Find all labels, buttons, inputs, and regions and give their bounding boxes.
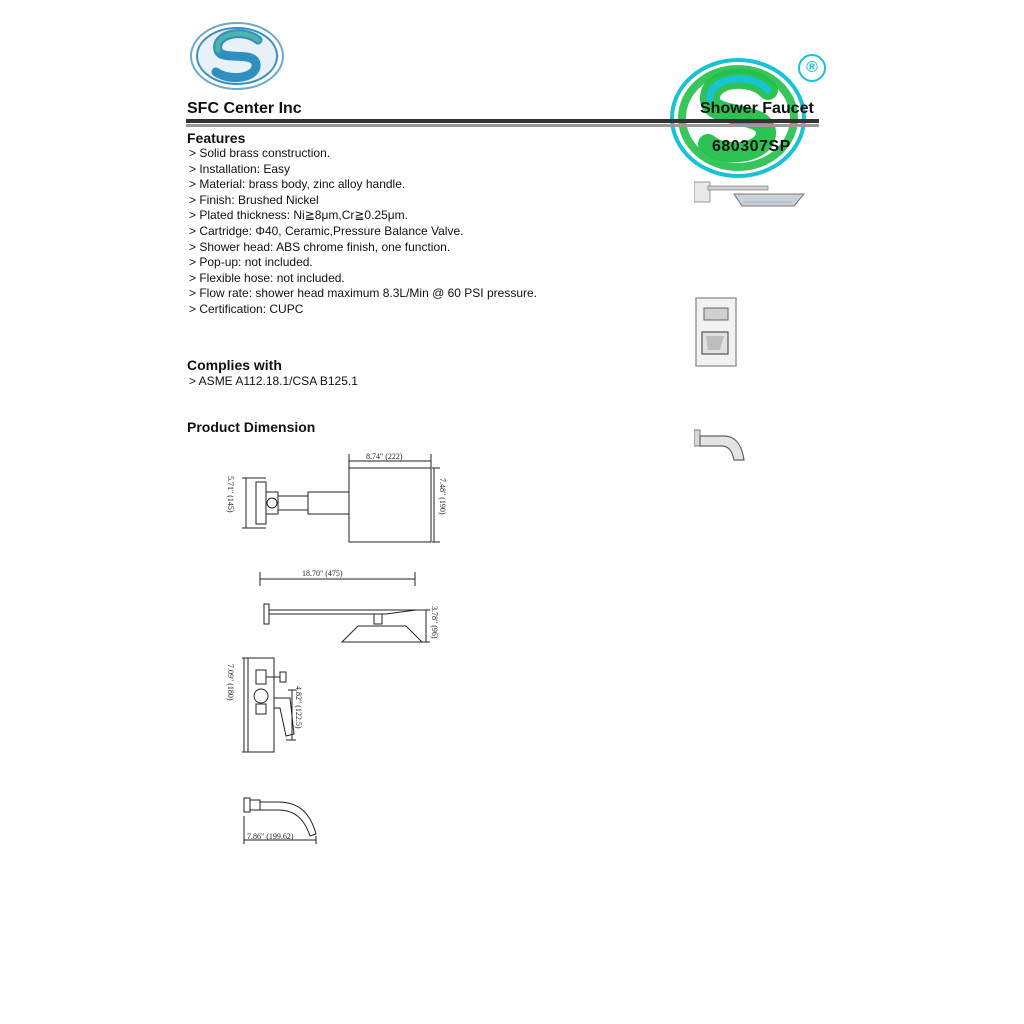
header-rule (186, 119, 819, 123)
arm-length-label: 18.70" (475) (302, 569, 343, 578)
feature-item: > Flexible hose: not included. (189, 270, 345, 285)
header-rule-shadow (186, 124, 819, 127)
feature-item: > Flow rate: shower head maximum 8.3L/Min @ 60 PSI pressure. (189, 286, 537, 301)
company-logo (188, 20, 286, 92)
handle-height-label: 4.82" (122.5) (294, 686, 303, 729)
head-width-label: 8.74" (222) (366, 452, 403, 461)
complies-item: > ASME A112.18.1/CSA B125.1 (189, 374, 358, 388)
head-depth-label: 7.48" (190) (438, 478, 447, 515)
feature-item: > Shower head: ABS chrome finish, one function. (189, 239, 451, 254)
feature-item: > Finish: Brushed Nickel (189, 192, 319, 207)
shower-head-photo (694, 172, 808, 208)
feature-item: > Cartridge: Φ40, Ceramic,Pressure Balance Valve. (189, 223, 464, 238)
features-heading: Features (187, 130, 246, 146)
feature-item: > Material: brass body, zinc alloy handle. (189, 177, 406, 192)
complies-heading: Complies with (187, 357, 282, 373)
valve-height-label: 5.71" (145) (226, 476, 235, 513)
dimension-drawing (218, 446, 458, 856)
valve-trim-photo (694, 296, 738, 368)
feature-item: > Pop-up: not included. (189, 255, 313, 270)
dimension-heading: Product Dimension (187, 419, 316, 435)
model-number: 680307SP (712, 138, 791, 155)
trim-height-label: 7.09" (180) (226, 664, 235, 701)
company-name: SFC Center Inc (187, 100, 302, 117)
feature-item: > Installation: Easy (189, 161, 291, 176)
head-drop-label: 3.78" (96) (430, 606, 439, 639)
registered-mark-text: ® (806, 59, 818, 76)
feature-item: > Plated thickness: Ni≧8μm,Cr≧0.25μm. (189, 208, 409, 223)
tub-spout-photo (694, 428, 746, 462)
feature-item: > Solid brass construction. (189, 146, 331, 160)
feature-list (189, 146, 537, 318)
spout-length-label: 7.86" (199.62) (247, 832, 294, 841)
feature-item: > Certification: CUPC (189, 301, 304, 316)
product-title: Shower Faucet (700, 100, 814, 117)
registered-mark (798, 54, 826, 82)
